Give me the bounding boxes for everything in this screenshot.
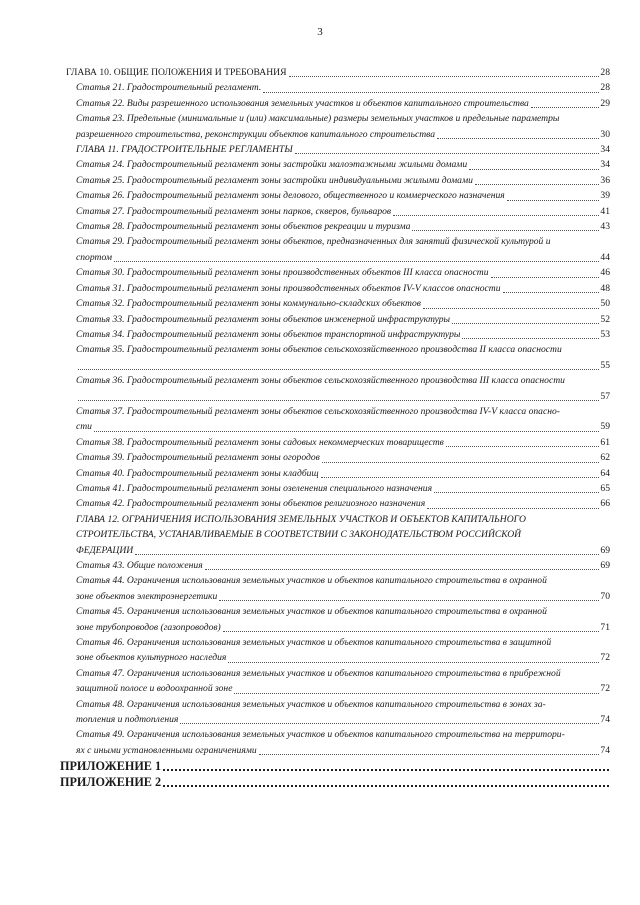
- toc-entry-title: Статья 32. Градостроительный регламент зоны коммунально-складских объектов: [76, 298, 421, 310]
- toc-entry-title: Статья 39. Градостроительный регламент зоны огородов: [76, 452, 320, 464]
- dot-leader: [469, 168, 599, 170]
- toc-entry-title: Статья 26. Градостроительный регламент зоны делового, общественного и коммерческого назначения: [76, 190, 505, 202]
- dot-leader: [427, 507, 599, 509]
- toc-article-43[interactable]: [66, 558, 610, 573]
- dot-leader: [114, 260, 599, 262]
- toc-entry-title-line: Статья 44. Ограничения использования земельных участков и объектов капитального строительства в охранной: [76, 575, 547, 587]
- toc-entry-title-line: Статья 35. Градостроительный регламент зоны объектов сельскохозяйственного производства II класса опасности: [76, 344, 562, 356]
- toc-appendix-1[interactable]: [60, 758, 610, 774]
- toc-article-39[interactable]: [66, 450, 610, 465]
- toc-entry-title-line: ях с иными установленными ограничениями: [76, 744, 257, 756]
- toc-entry-title: Статья 27. Градостроительный регламент зоны парков, скверов, бульваров: [76, 205, 392, 217]
- toc-entry-title: Статья 43. Общие положения: [76, 560, 203, 571]
- dot-leader: [503, 291, 600, 293]
- table-of-contents: [60, 65, 610, 790]
- toc-page-number: 30: [600, 128, 610, 140]
- dot-leader: [180, 722, 599, 724]
- dot-leader: [452, 322, 599, 324]
- toc-entry-title-line: Статья 48. Ограничения использования земельных участков и объектов капитального строительства в зонах за-: [76, 698, 546, 710]
- dot-leader: [223, 630, 600, 632]
- dot-leader: [78, 368, 599, 370]
- toc-article-28[interactable]: [66, 219, 610, 234]
- toc-entry-title: ПРИЛОЖЕНИЕ 2: [60, 775, 162, 790]
- toc-entry-title: ГЛАВА 10. ОБЩИЕ ПОЛОЖЕНИЯ И ТРЕБОВАНИЯ: [66, 67, 287, 78]
- toc-entry-title: Статья 40. Градостроительный регламент зоны кладбищ: [76, 467, 319, 479]
- toc-entry-title: Статья 42. Градостроительный регламент зоны объектов религиозного назначения: [76, 498, 426, 510]
- toc-article-48[interactable]: [66, 697, 610, 728]
- toc-entry-title: Статья 25. Градостроительный регламент зоны застройки индивидуальными жилыми домами: [76, 174, 473, 186]
- toc-page-number: 46: [600, 267, 610, 279]
- toc-article-47[interactable]: [66, 666, 610, 697]
- toc-entry-title: Статья 31. Градостроительный регламент зоны производственных объектов IV-V классов опасности: [76, 282, 501, 294]
- dot-leader: [228, 661, 599, 663]
- toc-article-37[interactable]: [66, 404, 610, 435]
- toc-page-number: 74: [600, 714, 610, 726]
- dot-leader: [491, 276, 600, 278]
- toc-page-number: 50: [600, 298, 610, 310]
- toc-article-40[interactable]: [66, 466, 610, 481]
- toc-page-number: 34: [600, 159, 610, 171]
- toc-article-27[interactable]: [66, 204, 610, 219]
- toc-entry-title-line: Статья 49. Ограничения использования земельных участков и объектов капитального строительства на территори-: [76, 729, 565, 741]
- toc-page-number: 39: [600, 190, 610, 202]
- toc-entry-title: Статья 30. Градостроительный регламент зоны производственных объектов III класса опасности: [76, 267, 489, 279]
- dot-leader: [507, 199, 600, 201]
- toc-entry-title-line: зоне объектов культурного наследия: [76, 652, 227, 664]
- toc-entry-title-line: топления и подтопления: [76, 714, 179, 726]
- toc-page-number: 62: [600, 452, 610, 464]
- dot-leader: [205, 568, 600, 570]
- dot-leader: [163, 784, 609, 787]
- toc-entry-title-line: СТРОИТЕЛЬСТВА, УСТАНАВЛИВАЕМЫЕ В СООТВЕТСТВИИ С ЗАКОНОДАТЕЛЬСТВОМ РОССИЙСКОЙ: [76, 529, 522, 541]
- dot-leader: [446, 445, 600, 447]
- toc-entry-title: Статья 38. Градостроительный регламент зоны садовых некоммерческих товариществ: [76, 436, 444, 448]
- page-number: 3: [317, 26, 323, 38]
- toc-article-22[interactable]: [66, 96, 610, 111]
- toc-page-number: 48: [600, 282, 610, 294]
- toc-article-42[interactable]: [66, 496, 610, 511]
- toc-entry-title: Статья 33. Градостроительный регламент зоны объектов инженерной инфраструктуры: [76, 313, 451, 325]
- dot-leader: [263, 91, 599, 93]
- toc-page-number: 72: [600, 683, 610, 695]
- toc-entry-title-line: зоне объектов электроэнергетики: [76, 590, 218, 602]
- toc-page-number: 34: [600, 144, 610, 156]
- toc-entry-title: ГЛАВА 11. ГРАДОСТРОИТЕЛЬНЫЕ РЕГЛАМЕНТЫ: [76, 144, 293, 156]
- toc-article-24[interactable]: [66, 157, 610, 172]
- toc-page-number: 52: [600, 313, 610, 325]
- toc-page-number: 74: [600, 744, 610, 756]
- toc-page-number: 71: [600, 621, 610, 633]
- toc-chapter-10[interactable]: [66, 65, 610, 80]
- toc-entry-title-line: сти: [76, 421, 92, 433]
- toc-chapter-11[interactable]: [66, 142, 610, 157]
- dot-leader: [94, 430, 599, 432]
- dot-leader: [135, 553, 599, 555]
- dot-leader: [234, 692, 599, 694]
- toc-article-23[interactable]: [66, 111, 610, 142]
- toc-entry-title-line: Статья 23. Предельные (минимальные и (или) максимальные) размеры земельных участков и предельные параметры: [76, 113, 560, 125]
- toc-page-number: 61: [600, 436, 610, 448]
- toc-entry-title: Статья 24. Градостроительный регламент зоны застройки малоэтажными жилыми домами: [76, 159, 468, 171]
- toc-page-number: 69: [600, 544, 610, 556]
- toc-article-30[interactable]: [66, 265, 610, 280]
- toc-article-35[interactable]: [66, 342, 610, 373]
- toc-page-number: 65: [600, 482, 610, 494]
- toc-entry-title-line: зоне трубопроводов (газопроводов): [76, 621, 221, 633]
- toc-article-21[interactable]: [66, 80, 610, 95]
- toc-page-number: 70: [600, 590, 610, 602]
- toc-entry-title: Статья 28. Градостроительный регламент зоны объектов рекреации и туризма: [76, 221, 411, 233]
- toc-page-number: 64: [600, 467, 610, 479]
- toc-chapter-12[interactable]: [66, 512, 610, 558]
- toc-article-29[interactable]: [66, 234, 610, 265]
- toc-entry-title-line: Статья 45. Ограничения использования земельных участков и объектов капитального строительства в охранной: [76, 606, 547, 618]
- toc-page-number: 28: [600, 82, 610, 94]
- toc-page-number: 72: [600, 652, 610, 664]
- toc-page-number: 57: [600, 390, 610, 402]
- toc-article-45[interactable]: [66, 604, 610, 635]
- toc-page-number: 41: [600, 205, 610, 217]
- dot-leader: [322, 461, 600, 463]
- dot-leader: [434, 491, 599, 493]
- toc-page-number: 53: [600, 328, 610, 340]
- toc-article-32[interactable]: [66, 296, 610, 311]
- toc-article-25[interactable]: [66, 173, 610, 188]
- dot-leader: [321, 476, 600, 478]
- toc-page-number: 55: [600, 359, 610, 371]
- toc-article-41[interactable]: [66, 481, 610, 496]
- toc-entry-title: Статья 21. Градостроительный регламент.: [76, 82, 262, 94]
- dot-leader: [423, 307, 599, 309]
- toc-article-36[interactable]: [66, 373, 610, 404]
- toc-page-number: 43: [600, 221, 610, 233]
- toc-entry-title-line: защитной полосе и водоохранной зоне: [76, 683, 233, 695]
- toc-entry-title-line: ГЛАВА 12. ОГРАНИЧЕНИЯ ИСПОЛЬЗОВАНИЯ ЗЕМЕЛЬНЫХ УЧАСТКОВ И ОБЪЕКТОВ КАПИТАЛЬНОГО: [76, 513, 526, 525]
- toc-appendix-2[interactable]: [60, 774, 610, 790]
- toc-page-number: 29: [600, 97, 610, 109]
- toc-page-number: 36: [600, 174, 610, 186]
- dot-leader: [78, 399, 599, 401]
- dot-leader: [412, 229, 599, 231]
- dot-leader: [437, 137, 599, 139]
- toc-article-49[interactable]: [66, 727, 610, 758]
- toc-page-number: 59: [600, 421, 610, 433]
- toc-article-26[interactable]: [66, 188, 610, 203]
- dot-leader: [289, 75, 600, 77]
- toc-page-number: 28: [600, 67, 610, 78]
- toc-entry-title-line: Статья 46. Ограничения использования земельных участков и объектов капитального строительства в защитной: [76, 637, 552, 649]
- toc-entry-title-line: разрешенного строительства, реконструкции объектов капитального строительства: [76, 128, 436, 140]
- dot-leader: [219, 599, 599, 601]
- dot-leader: [259, 753, 600, 755]
- toc-entry-title-line: Статья 29. Градостроительный регламент зоны объектов, предназначенных для занятий физической культурой и: [76, 236, 551, 248]
- dot-leader: [295, 152, 600, 154]
- dot-leader: [163, 768, 609, 771]
- toc-page-number: 69: [600, 560, 610, 571]
- toc-article-46[interactable]: [66, 635, 610, 666]
- dot-leader: [531, 106, 600, 108]
- toc-entry-title-line: Статья 36. Градостроительный регламент зоны объектов сельскохозяйственного производства III класса опасности: [76, 375, 565, 387]
- dot-leader: [393, 214, 599, 216]
- toc-entry-title: Статья 22. Виды разрешенного использования земельных участков и объектов капитального строительства: [76, 97, 529, 109]
- toc-article-34[interactable]: [66, 327, 610, 342]
- toc-entry-title: Статья 34. Градостроительный регламент зоны объектов транспортной инфраструктуры: [76, 328, 461, 340]
- toc-article-38[interactable]: [66, 435, 610, 450]
- toc-article-44[interactable]: [66, 573, 610, 604]
- toc-article-33[interactable]: [66, 312, 610, 327]
- toc-entry-title: ПРИЛОЖЕНИЕ 1: [60, 759, 162, 774]
- dot-leader: [475, 183, 600, 185]
- toc-page-number: 44: [600, 251, 610, 263]
- toc-article-31[interactable]: [66, 281, 610, 296]
- toc-entry-title-line: ФЕДЕРАЦИИ: [76, 544, 134, 556]
- toc-entry-title-line: Статья 47. Ограничения использования земельных участков и объектов капитального строительства в прибрежной: [76, 667, 561, 679]
- toc-entry-title-line: Статья 37. Градостроительный регламент зоны объектов сельскохозяйственного производства IV-V класса опасно-: [76, 405, 560, 417]
- toc-entry-title: Статья 41. Градостроительный регламент зоны озеленения специального назначения: [76, 482, 433, 494]
- toc-page-number: 66: [600, 498, 610, 510]
- toc-entry-title-line: спортом: [76, 251, 113, 263]
- dot-leader: [462, 337, 599, 339]
